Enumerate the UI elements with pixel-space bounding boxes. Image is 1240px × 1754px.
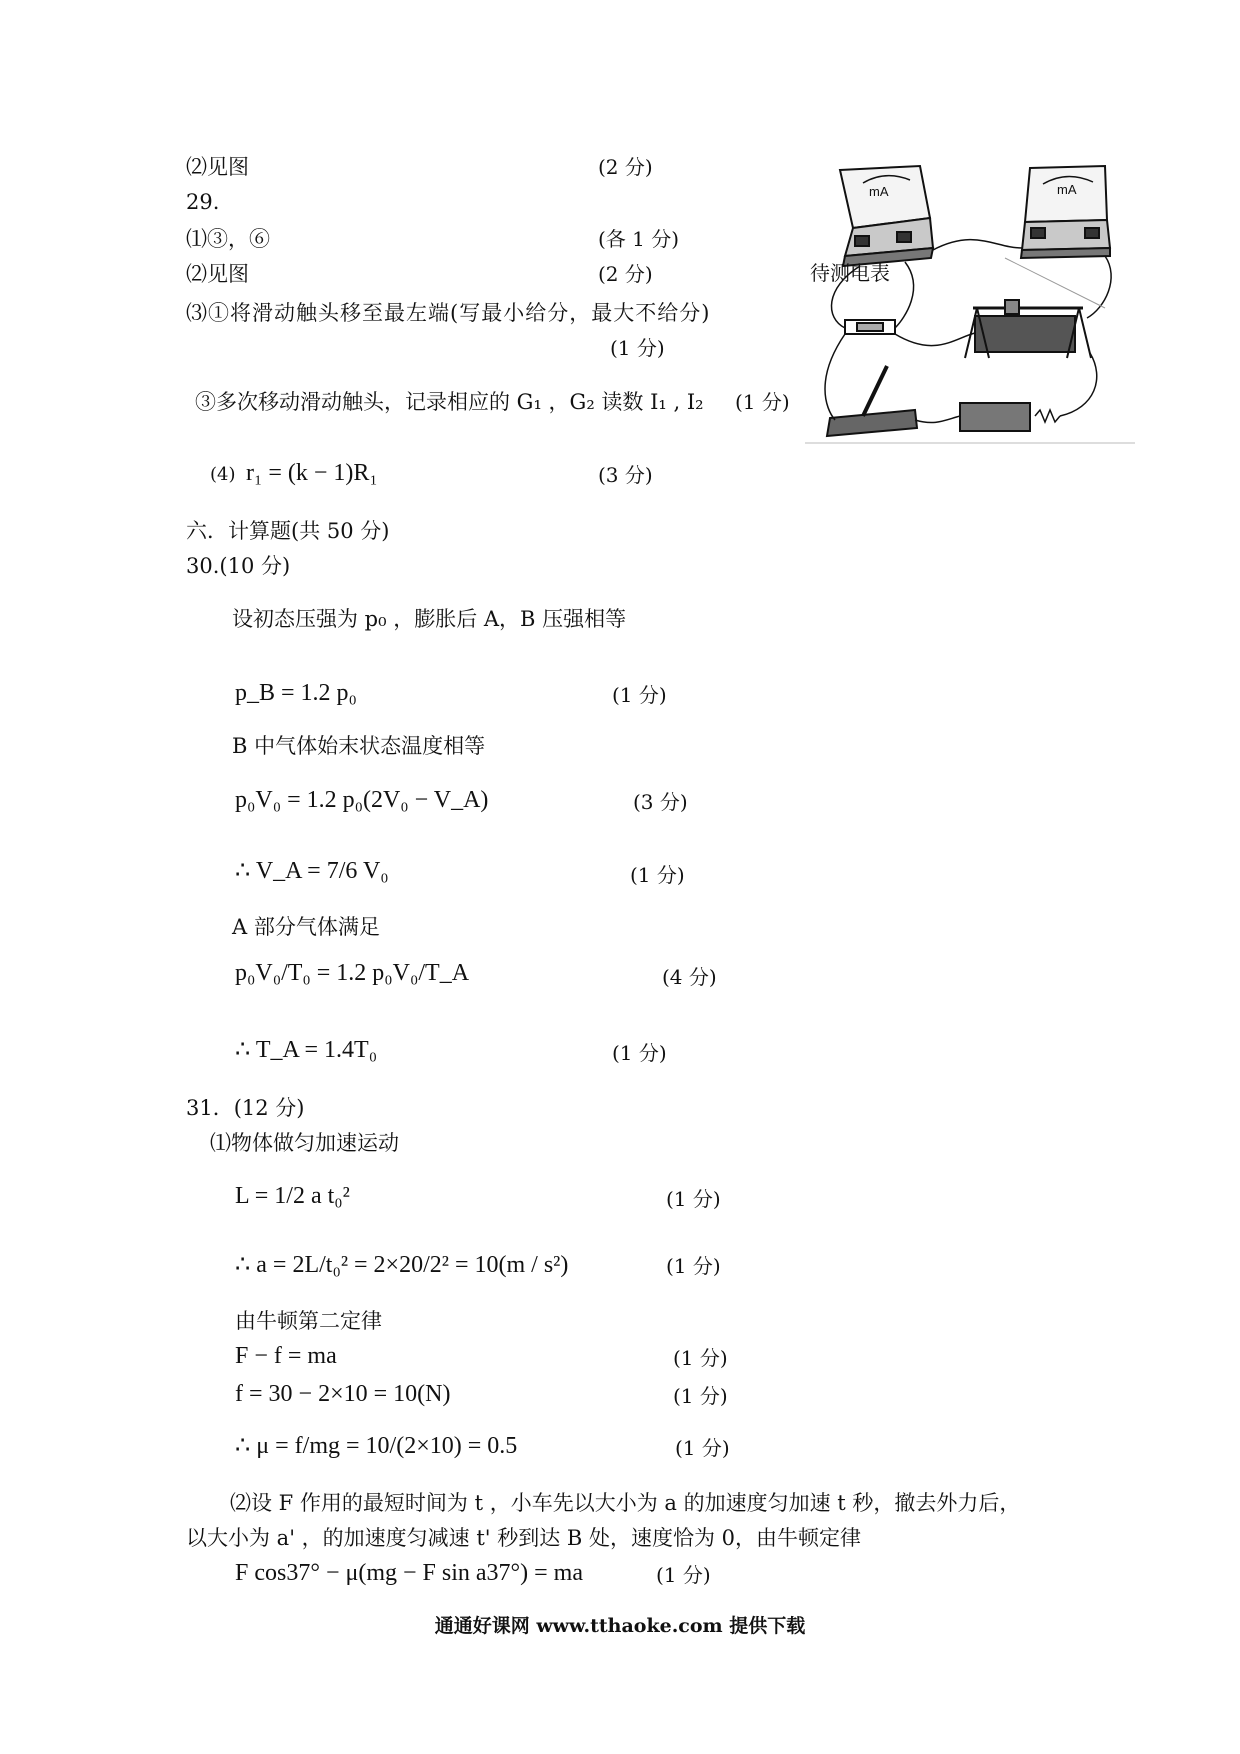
score: (1 分) bbox=[630, 863, 685, 887]
score: (4 分) bbox=[662, 965, 717, 989]
answer-29-4-formula: r₁ = (k − 1)R₁ bbox=[246, 460, 378, 486]
score: (1 分) bbox=[675, 1436, 730, 1460]
q30-eq-4: p₀V₀/T₀ = 1.2 p₀V₀/T_A bbox=[235, 960, 470, 986]
score: (1 分) bbox=[735, 390, 790, 414]
question-29-number: 29. bbox=[186, 190, 220, 214]
q30-text-2: B 中气体始末状态温度相等 bbox=[232, 734, 486, 758]
score: (3 分) bbox=[633, 790, 688, 814]
score: (1 分) bbox=[666, 1187, 721, 1211]
footer-source: 通通好课网 www.tthaoke.com 提供下载 bbox=[434, 1615, 806, 1637]
question-30-header: 30.(10 分) bbox=[186, 554, 291, 578]
meter-2-unit: mA bbox=[1057, 182, 1077, 197]
q30-eq-5: ∴ T_A = 1.4T₀ bbox=[235, 1037, 378, 1063]
answer-29-1: ⑴③，⑥ bbox=[186, 227, 270, 251]
answer-29-3: ⑶①将滑动触头移至最左端(写最小给分，最大不给分) bbox=[186, 301, 711, 325]
q31-eq-2: ∴ a = 2L/t₀² = 2×20/2² = 10(m / s²) bbox=[235, 1252, 569, 1278]
q31-text-2: 由牛顿第二定律 bbox=[235, 1309, 382, 1333]
q30-eq-2: p₀V₀ = 1.2 p₀(2V₀ − V_A) bbox=[235, 787, 489, 813]
score: (1 分) bbox=[656, 1563, 711, 1587]
q31-eq-4: f = 30 − 2×10 = 10(N) bbox=[235, 1381, 451, 1407]
milliammeter-1-icon bbox=[840, 166, 933, 266]
q30-text-3: A 部分气体满足 bbox=[232, 915, 380, 939]
q30-eq-3: ∴ V_A = 7/6 V₀ bbox=[235, 858, 389, 884]
q31-paragraph-1: ⑵设 F 作用的最短时间为 t ，小车先以大小为 a 的加速度匀加速 t 秒，撤去外力后， bbox=[230, 1491, 1021, 1515]
section-title: 六．计算题(共 50 分) bbox=[186, 519, 390, 543]
score: (2 分) bbox=[598, 262, 653, 286]
q30-eq-1: p_B = 1.2 p₀ bbox=[235, 680, 357, 706]
score: (1 分) bbox=[666, 1254, 721, 1278]
q31-text-1: ⑴物体做匀加速运动 bbox=[210, 1131, 399, 1155]
score: (1 分) bbox=[612, 1041, 667, 1065]
score: (1 分) bbox=[673, 1384, 728, 1408]
circuit-diagram bbox=[805, 158, 1135, 450]
meter-under-test-label: 待测电表 bbox=[810, 261, 890, 285]
switch-icon bbox=[827, 366, 917, 436]
q31-eq-3: F − f = ma bbox=[235, 1343, 337, 1369]
rheostat-icon bbox=[965, 300, 1091, 358]
score: (各 1 分) bbox=[598, 227, 680, 251]
score: (1 分) bbox=[673, 1346, 728, 1370]
battery-icon bbox=[960, 403, 1060, 431]
meter-1-unit: mA bbox=[869, 184, 889, 199]
score: (1 分) bbox=[610, 336, 665, 360]
q30-text-1: 设初态压强为 p₀ ，膨胀后 A，B 压强相等 bbox=[232, 607, 627, 631]
q31-eq-5: ∴ μ = f/mg = 10/(2×10) = 0.5 bbox=[235, 1433, 518, 1459]
q31-eq-1: L = 1/2 a t₀² bbox=[235, 1183, 350, 1209]
q31-paragraph-2: 以大小为 a' ，的加速度匀减速 t' 秒到达 B 处，速度恰为 0，由牛顿定律 bbox=[186, 1526, 862, 1550]
question-31-header: 31．(12 分) bbox=[186, 1096, 305, 1120]
q31-eq-6: F cos37° − μ(mg − F sin a37°) = ma bbox=[235, 1560, 583, 1586]
answer-29-3b: ③多次移动滑动触头，记录相应的 G₁ ，G₂ 读数 I₁ , I₂ bbox=[195, 390, 704, 414]
score: (1 分) bbox=[612, 683, 667, 707]
answer-28-2: ⑵见图 bbox=[186, 155, 249, 179]
milliammeter-2-icon bbox=[1021, 166, 1110, 258]
answer-29-2: ⑵见图 bbox=[186, 262, 249, 286]
answer-29-4-label: (4) bbox=[210, 464, 236, 485]
resistor-icon bbox=[845, 320, 895, 334]
score: (3 分) bbox=[598, 463, 653, 487]
score: (2 分) bbox=[598, 155, 653, 179]
